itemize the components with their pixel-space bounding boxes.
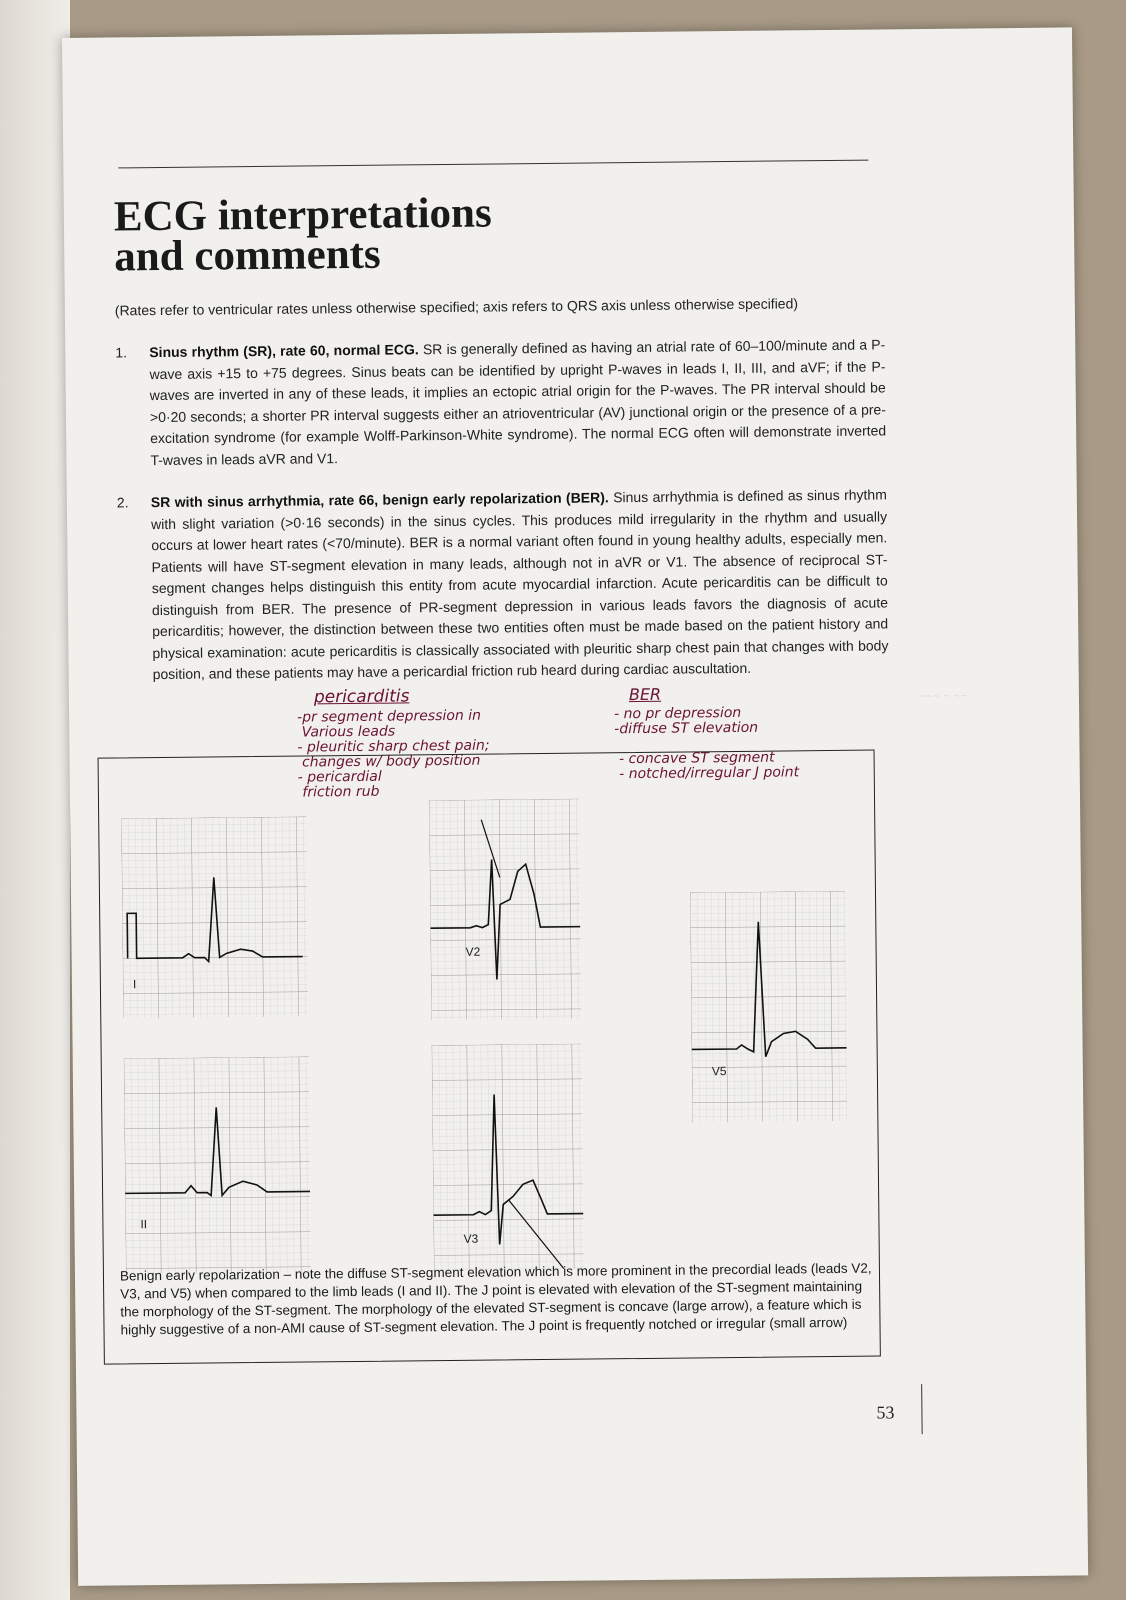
previous-page-edge (0, 0, 70, 1600)
handwritten-pericarditis-title: pericarditis (313, 686, 410, 708)
title-line-2: and comments (114, 230, 381, 281)
item-text: SR is generally defined as having an atrial rate of 60–100/minute and a P-wave axis +15 to +75 degrees. Sinus beats can be identified by upright P-waves in leads I, II, III, and aVF; if the P-waves are inverted in any of these leads, it implies an ectopic atrial origin for the P-waves. The PR interval should be >0·20 seconds; a shorter PR interval suggests either an atrioventricular (AV) junctional origin or the presence of a pre-excitation syndrome (for example Wolff-Parkinson-White syndrome). The normal ECG often will demonstrate inverted T-waves in leads aVR and V1. (149, 336, 887, 468)
lead-label: V2 (465, 944, 481, 959)
item-number: 1. (115, 344, 128, 361)
book-page (62, 27, 1088, 1585)
ecg-strip-lead-I (121, 816, 308, 1018)
page-title (113, 189, 635, 281)
lead-label: I (132, 977, 137, 992)
ecg-grid (121, 816, 308, 1018)
ecg-strip-lead-V5 (690, 891, 847, 1123)
ecg-grid (432, 1044, 584, 1271)
handwritten-pericarditis-notes: -pr segment depression in Various leads - pleuritic sharp chest pain; changes w/ body position - pericardial friction rub (297, 707, 490, 801)
ecg-grid (124, 1056, 311, 1273)
ecg-grid (429, 799, 581, 1021)
item-heading: SR with sinus arrhythmia, rate 66, benign early repolarization (BER). (150, 489, 609, 511)
handwritten-ber-notes: - no pr depression -diffuse ST elevation - concave ST segment - notched/irregular J point (614, 704, 800, 783)
ecg-strip-lead-II (124, 1056, 311, 1273)
ecg-grid (690, 891, 847, 1123)
title-line-1: ECG interpretations (113, 189, 492, 241)
page-subtitle: (Rates refer to ventricular rates unless otherwise specified; axis refers to QRS axis unless otherwise specified) (114, 295, 799, 319)
interpretation-item-1 (115, 334, 886, 471)
bleed-through-text: ~~~ ~ ~~ (918, 688, 968, 704)
header-rule (118, 160, 868, 169)
item-text: Sinus arrhythmia is defined as sinus rhythm with slight variation (>0·16 seconds) in the sinus cycles. This produces mild irregularity in the rhythm and usually occurs at lower heart rates (<70/minute). BER is a normal variant often found in young healthy adults, especially men. Patients will have ST-segment elevation in many leads, although not in aVR or V1. The absence of reciprocal ST-segment changes helps distinguish this entity from acute myocardial infarction. Acute pericarditis can be difficult to distinguish from BER. The presence of PR-segment depression in various leads favors the diagnosis of acute pericarditis; however, the distinction between these two entities often must be made based on the patient history and physical examination: acute pericarditis is classically associated with pleuritic sharp chest pain that changes with body position, and these patients may have a pericardial friction rub heard during cardiac auscultation. (151, 486, 889, 683)
item-number: 2. (116, 494, 129, 511)
lead-label: II (140, 1217, 148, 1232)
handwritten-ber-title: BER (628, 684, 662, 705)
page-number-bar (921, 1384, 923, 1434)
page-number: 53 (876, 1402, 895, 1423)
ecg-strip-lead-V3 (432, 1044, 584, 1271)
ecg-strip-lead-V2 (429, 799, 581, 1021)
lead-label: V5 (711, 1064, 727, 1079)
interpretation-item-2 (117, 484, 889, 686)
item-heading: Sinus rhythm (SR), rate 60, normal ECG. (149, 341, 419, 361)
figure-caption: Benign early repolarization – note the diffuse ST-segment elevation which is more prominent in the precordial leads (leads V2, V3, and V5) when compared to the limb leads (I and II). The J point is elevated with elevation of the ST-segment maintaining the morphology of the ST-segment. The morphology of the elevated ST-segment is concave (large arrow), a feature which is highly suggestive of a non-AMI cause of ST-segment elevation. The J point is frequently notched or irregular (small arrow) (119, 1260, 872, 1338)
lead-label: V3 (463, 1231, 479, 1246)
